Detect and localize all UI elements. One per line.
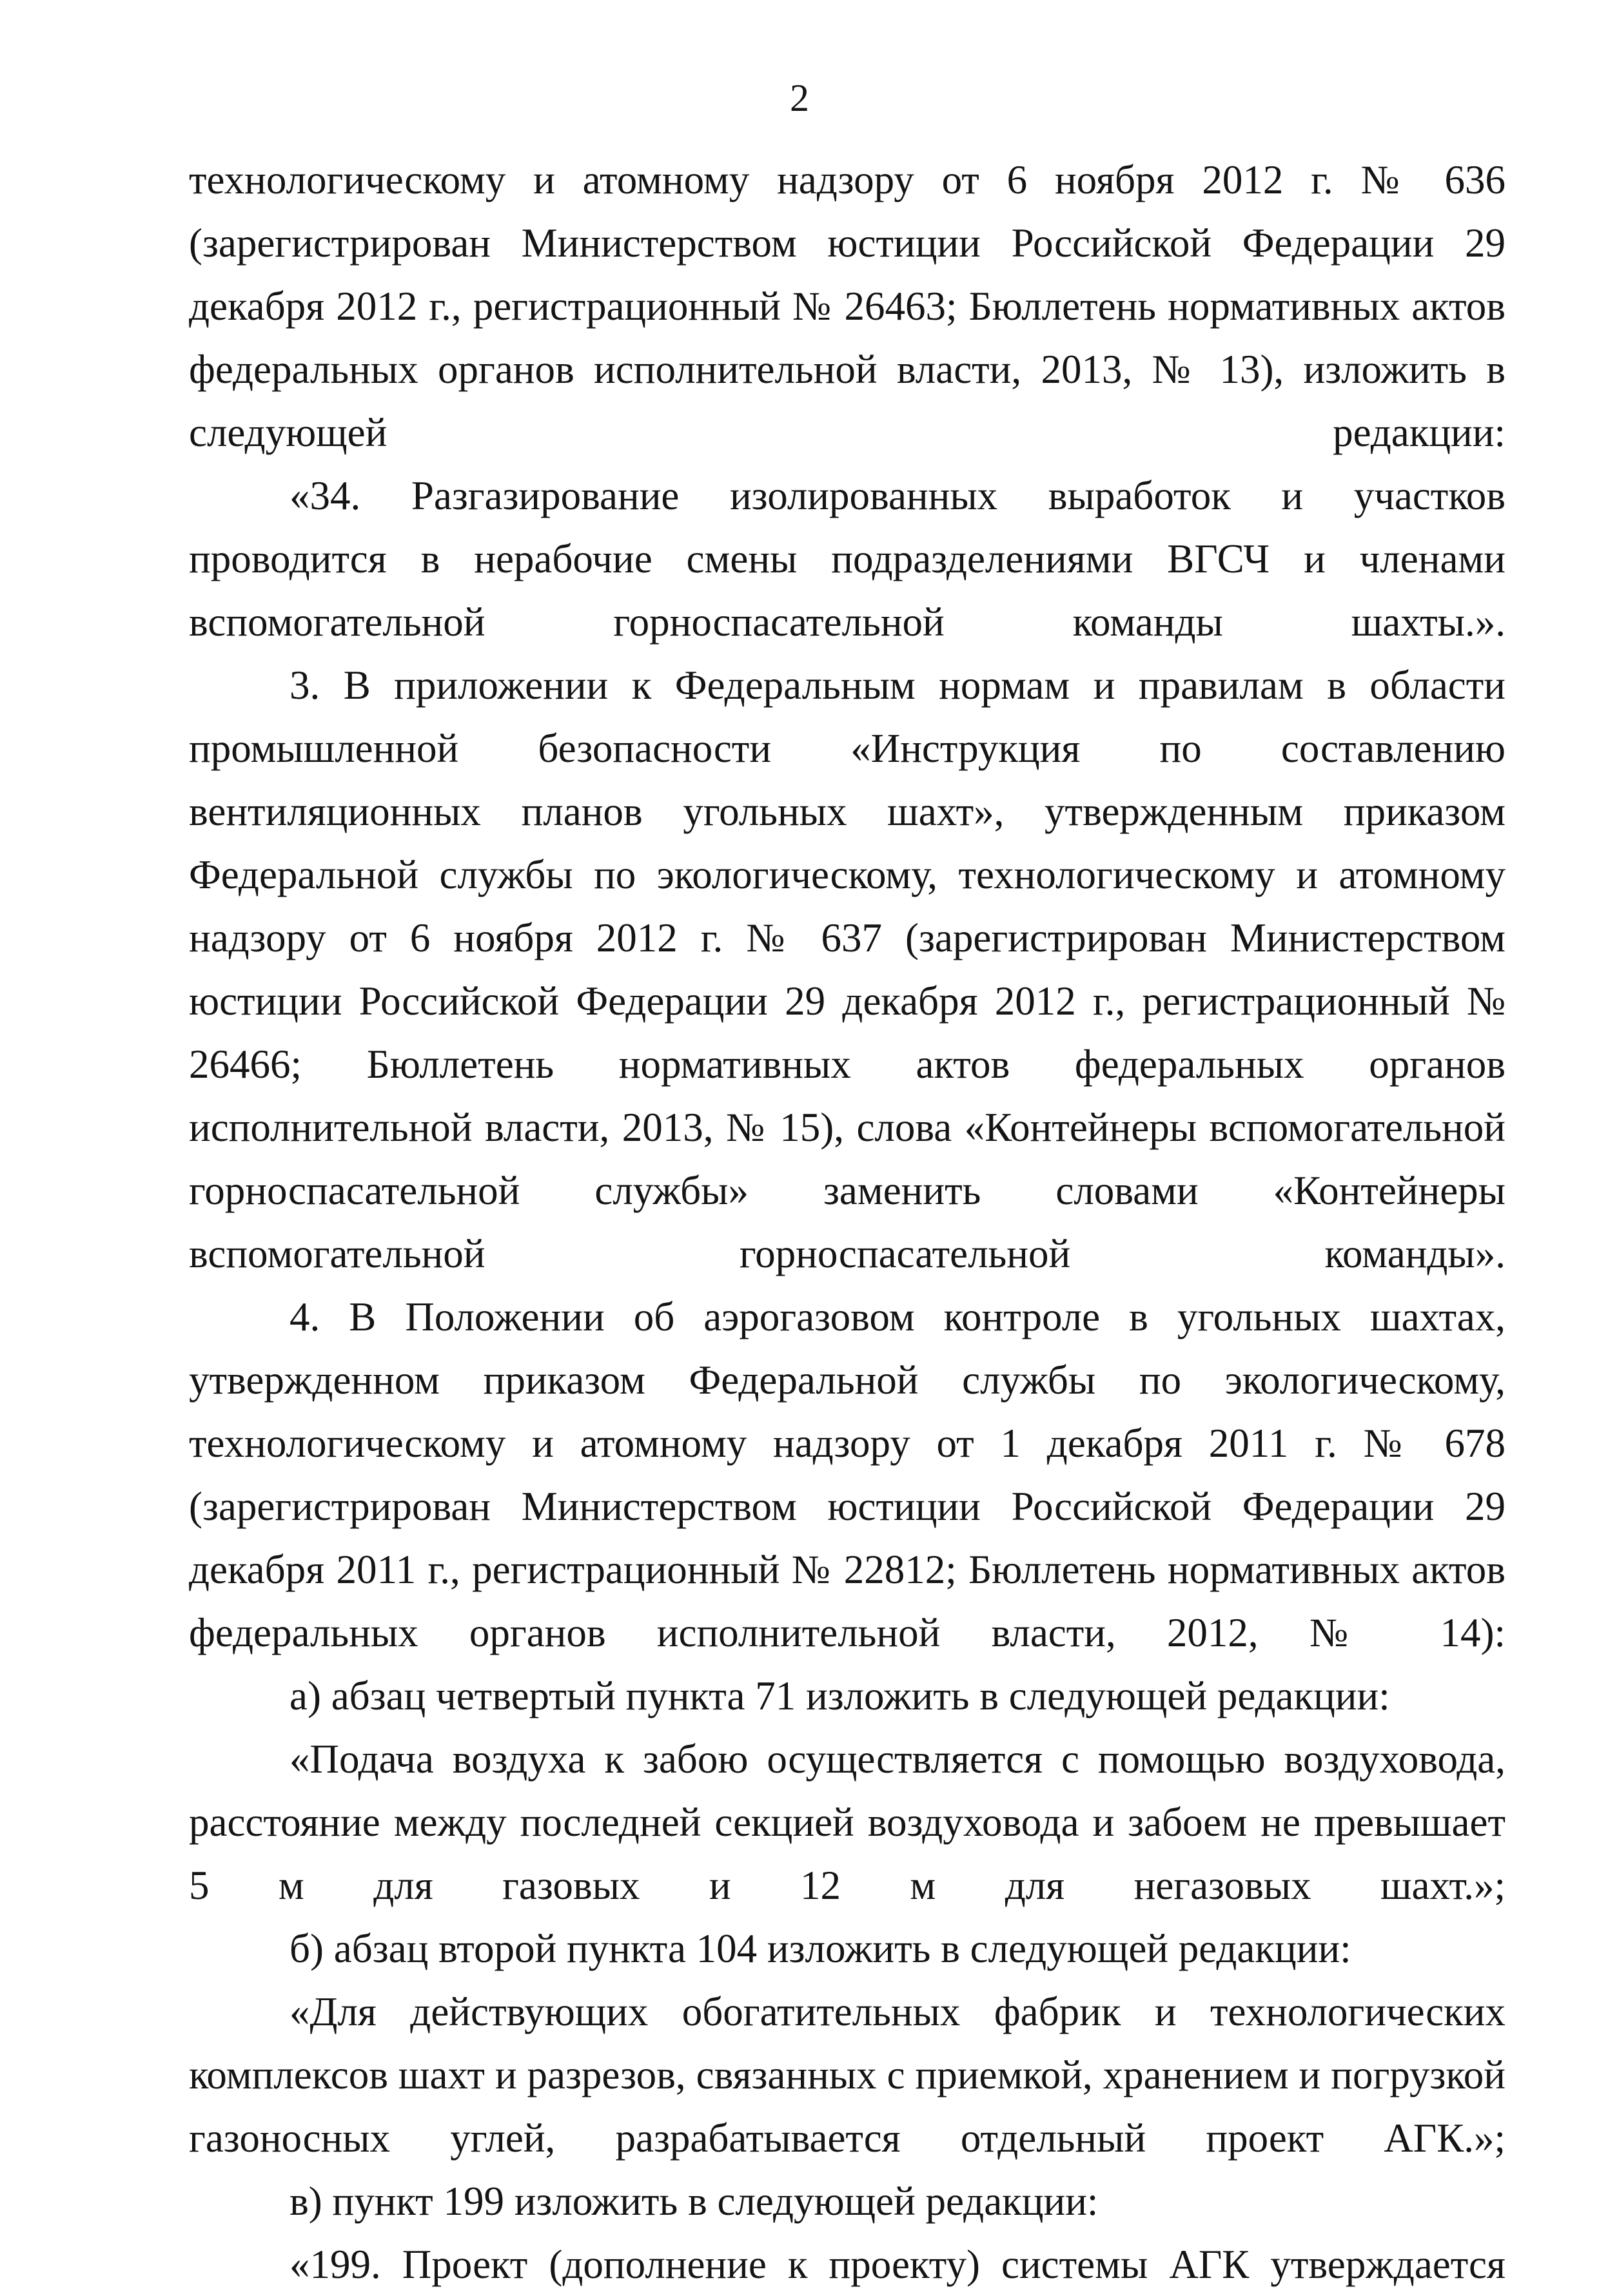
text-line: 29 декабря 2012 г., регистрационный № 26463; Бюллетень нормативных актов [189,220,1506,329]
text-line: для газовых и 12 м для негазовых шахт.»; [373,1863,1506,1908]
text-line: планов угольных шахт», утвержденным приказом Федеральной службы по [189,789,1506,897]
paragraph-subitem-b [189,1917,1506,1980]
text-line: 3. В приложении к Федеральным нормам и правилам в области [289,663,1506,708]
text-line: 29 декабря 2011 г., регистрационный № 22812; Бюллетень нормативных актов [189,1484,1506,1592]
text-line: 29 декабря 2012 г., регистрационный № 26466; Бюллетень нормативных актов [189,978,1506,1087]
text-line: (зарегистрирован Министерством юстиции Российской Федерации [189,1484,1435,1529]
text-line: федеральных органов исполнительной власти, 2013, № 13), изложить в [189,347,1506,392]
text-line: технологическому и атомному надзору от 6 ноября 2012 г. № 636 [189,157,1506,202]
text-line: в) пункт 199 изложить в следующей редакции: [289,2179,1099,2224]
paragraph-item-4 [189,1285,1506,1664]
text-line: следующей редакции: [189,410,1506,455]
paragraph-item-3 [189,654,1506,1285]
text-line: утвержденном приказом Федеральной службы по экологическому, [189,1357,1506,1403]
text-line: нерабочие смены подразделениями ВГСЧ и членами вспомогательной [189,536,1506,645]
text-line: «Для действующих обогатительных фабрик и технологических [289,1989,1506,2034]
document-body [189,148,1506,2296]
paragraph-quote-34 [189,464,1506,654]
text-line: (зарегистрирован Министерством юстиции Российской Федерации [189,220,1435,266]
text-line: федеральных органов исполнительной власти, 2012, № 14): [189,1610,1506,1655]
text-line: вспомогательной горноспасательной команды». [189,1231,1506,1276]
paragraph-quote-199 [189,2233,1506,2296]
text-line: газоносных углей, разрабатывается отдельный проект АГК.»; [189,2116,1506,2161]
text-line: горноспасательной команды шахты.». [613,599,1506,645]
text-line: «Подача воздуха к забою осуществляется с помощью воздуховода, [289,1737,1506,1782]
text-line: экологическому, технологическому и атомному надзору от 6 ноября 2012 г. [189,852,1506,960]
text-line: «34. Разгазирование изолированных выработок и участков проводится в [189,473,1506,581]
text-line: федеральных органов исполнительной власти, 2013, № 15), слова «Контейнеры [189,1042,1506,1150]
text-line: промышленной безопасности «Инструкция по составлению вентиляционных [189,726,1506,834]
page-number: 2 [790,77,809,119]
text-line: 4. В Положении об аэрогазовом контроле в угольных шахтах, [289,1294,1506,1339]
text-line: а) абзац четвертый пункта 71 изложить в следующей редакции: [289,1673,1390,1718]
paragraph-continuation [189,148,1506,464]
text-line: комплексов шахт и разрезов, связанных с приемкой, хранением и погрузкой [189,2052,1506,2097]
text-line: технологическому и атомному надзору от 1 декабря 2011 г. № 678 [189,1421,1506,1466]
text-line: вспомогательной горноспасательной службы» заменить словами «Контейнеры [189,1105,1506,1213]
text-line: б) абзац второй пункта 104 изложить в следующей редакции: [289,1926,1351,1971]
paragraph-quote-104 [189,1980,1506,2170]
paragraph-quote-71 [189,1727,1506,1917]
text-line: расстояние между последней секцией воздуховода и забоем не превышает 5 м [189,1800,1506,1908]
text-line: № 637 (зарегистрирован Министерством юстиции Российской Федерации [189,915,1506,1024]
paragraph-subitem-v [189,2170,1506,2233]
text-line: «199. Проект (дополнение к проекту) системы АГК утверждается [289,2242,1506,2287]
paragraph-subitem-a [189,1664,1506,1727]
